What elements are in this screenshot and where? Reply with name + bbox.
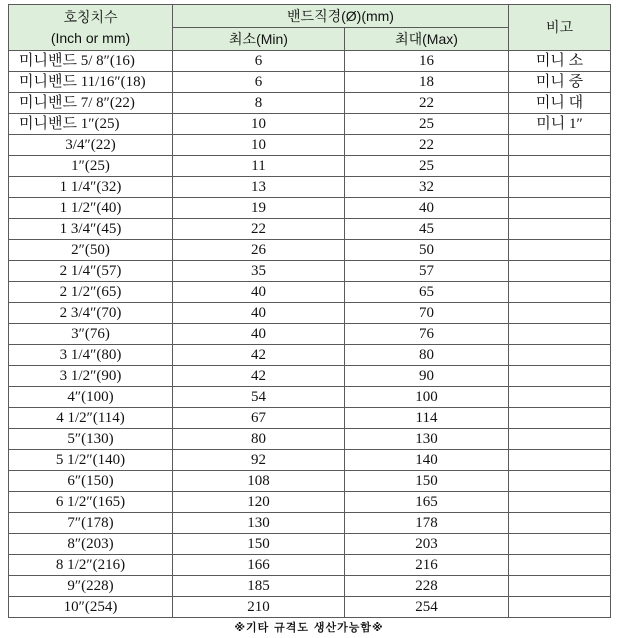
table-row	[9, 408, 611, 429]
max-cell: 80	[345, 345, 509, 366]
size-cell: 미니밴드 1″(25)	[9, 114, 173, 135]
max-cell: 150	[345, 471, 509, 492]
size-cell: 8″(203)	[9, 534, 173, 555]
table-row	[9, 450, 611, 471]
max-cell: 203	[345, 534, 509, 555]
min-cell: 42	[173, 366, 345, 387]
size-cell: 4 1/2″(114)	[9, 408, 173, 429]
table-row	[9, 387, 611, 408]
max-cell: 100	[345, 387, 509, 408]
size-cell: 5 1/2″(140)	[9, 450, 173, 471]
table-row	[9, 240, 611, 261]
max-cell: 165	[345, 492, 509, 513]
size-cell: 6″(150)	[9, 471, 173, 492]
min-cell: 19	[173, 198, 345, 219]
note-cell	[509, 555, 611, 576]
min-cell: 8	[173, 93, 345, 114]
size-cell: 4″(100)	[9, 387, 173, 408]
table-row	[9, 219, 611, 240]
note-cell	[509, 534, 611, 555]
note-cell	[509, 261, 611, 282]
min-cell: 120	[173, 492, 345, 513]
size-cell: 7″(178)	[9, 513, 173, 534]
note-column-header: 비고	[509, 5, 611, 51]
size-cell: 3 1/2″(90)	[9, 366, 173, 387]
max-cell: 228	[345, 576, 509, 597]
size-cell: 6 1/2″(165)	[9, 492, 173, 513]
min-column-header: 최소(Min)	[173, 28, 345, 51]
table-row	[9, 534, 611, 555]
max-cell: 130	[345, 429, 509, 450]
min-cell: 166	[173, 555, 345, 576]
table-row	[9, 366, 611, 387]
note-cell	[509, 366, 611, 387]
note-cell	[509, 513, 611, 534]
max-cell: 18	[345, 72, 509, 93]
note-cell	[509, 450, 611, 471]
max-cell: 25	[345, 156, 509, 177]
note-cell	[509, 303, 611, 324]
min-cell: 35	[173, 261, 345, 282]
size-column-header	[9, 5, 173, 51]
table-row	[9, 282, 611, 303]
min-cell: 42	[173, 345, 345, 366]
min-cell: 210	[173, 597, 345, 618]
size-cell: 10″(254)	[9, 597, 173, 618]
size-cell: 9″(228)	[9, 576, 173, 597]
size-cell: 3″(76)	[9, 324, 173, 345]
note-cell: 미니 소	[509, 51, 611, 72]
min-cell: 92	[173, 450, 345, 471]
max-cell: 76	[345, 324, 509, 345]
min-cell: 11	[173, 156, 345, 177]
note-cell	[509, 492, 611, 513]
max-cell: 254	[345, 597, 509, 618]
max-cell: 32	[345, 177, 509, 198]
min-cell: 13	[173, 177, 345, 198]
min-cell: 130	[173, 513, 345, 534]
min-cell: 40	[173, 282, 345, 303]
max-cell: 90	[345, 366, 509, 387]
band-diameter-header: 밴드직경(Ø)(mm)	[173, 5, 509, 28]
table-row	[9, 513, 611, 534]
max-cell: 40	[345, 198, 509, 219]
table-row	[9, 114, 611, 135]
table-row	[9, 576, 611, 597]
note-cell: 미니 1″	[509, 114, 611, 135]
size-cell: 5″(130)	[9, 429, 173, 450]
min-cell: 26	[173, 240, 345, 261]
table-row	[9, 303, 611, 324]
size-header-line2: (Inch or mm)	[50, 29, 131, 46]
max-cell: 22	[345, 135, 509, 156]
min-cell: 10	[173, 135, 345, 156]
note-cell	[509, 576, 611, 597]
min-cell: 6	[173, 72, 345, 93]
size-cell: 2 3/4″(70)	[9, 303, 173, 324]
max-column-header: 최대(Max)	[345, 28, 509, 51]
min-cell: 10	[173, 114, 345, 135]
min-cell: 22	[173, 219, 345, 240]
min-cell: 40	[173, 303, 345, 324]
max-cell: 178	[345, 513, 509, 534]
max-cell: 16	[345, 51, 509, 72]
size-cell: 2″(50)	[9, 240, 173, 261]
note-cell	[509, 282, 611, 303]
max-cell: 57	[345, 261, 509, 282]
max-cell: 140	[345, 450, 509, 471]
min-cell: 108	[173, 471, 345, 492]
size-cell: 2 1/4″(57)	[9, 261, 173, 282]
table-row	[9, 345, 611, 366]
table-row	[9, 492, 611, 513]
table-row	[9, 429, 611, 450]
header-row-top	[9, 5, 611, 28]
max-cell: 216	[345, 555, 509, 576]
max-cell: 22	[345, 93, 509, 114]
size-cell: 1″(25)	[9, 156, 173, 177]
table-row	[9, 93, 611, 114]
table-row	[9, 324, 611, 345]
note-cell	[509, 597, 611, 618]
max-cell: 65	[345, 282, 509, 303]
min-cell: 6	[173, 51, 345, 72]
size-cell: 미니밴드 5/ 8″(16)	[9, 51, 173, 72]
size-cell: 3 1/4″(80)	[9, 345, 173, 366]
size-header-line1: 호칭치수	[63, 8, 118, 25]
note-cell: 미니 중	[509, 72, 611, 93]
table-row	[9, 177, 611, 198]
note-cell	[509, 177, 611, 198]
footnote: ※기타 규격도 생산가능함※	[234, 621, 384, 634]
min-cell: 54	[173, 387, 345, 408]
note-cell	[509, 198, 611, 219]
min-cell: 40	[173, 324, 345, 345]
band-size-table	[8, 4, 611, 618]
size-cell: 2 1/2″(65)	[9, 282, 173, 303]
table-header	[9, 5, 611, 51]
note-cell	[509, 345, 611, 366]
table-row	[9, 261, 611, 282]
note-cell	[509, 408, 611, 429]
min-cell: 185	[173, 576, 345, 597]
size-cell: 1 1/2″(40)	[9, 198, 173, 219]
max-cell: 70	[345, 303, 509, 324]
max-cell: 50	[345, 240, 509, 261]
note-cell	[509, 240, 611, 261]
table-row	[9, 597, 611, 618]
note-cell	[509, 156, 611, 177]
min-cell: 80	[173, 429, 345, 450]
table-row	[9, 471, 611, 492]
size-cell: 미니밴드 7/ 8″(22)	[9, 93, 173, 114]
size-cell: 1 1/4″(32)	[9, 177, 173, 198]
max-cell: 45	[345, 219, 509, 240]
size-cell: 1 3/4″(45)	[9, 219, 173, 240]
note-cell	[509, 219, 611, 240]
note-cell: 미니 대	[509, 93, 611, 114]
min-cell: 150	[173, 534, 345, 555]
table-row	[9, 555, 611, 576]
min-cell: 67	[173, 408, 345, 429]
size-cell: 8 1/2″(216)	[9, 555, 173, 576]
note-cell	[509, 471, 611, 492]
note-cell	[509, 324, 611, 345]
note-cell	[509, 387, 611, 408]
table-row	[9, 72, 611, 93]
max-cell: 114	[345, 408, 509, 429]
size-cell: 3/4″(22)	[9, 135, 173, 156]
table-row	[9, 198, 611, 219]
table-body	[9, 51, 611, 618]
note-cell	[509, 429, 611, 450]
table-row	[9, 156, 611, 177]
table-row	[9, 135, 611, 156]
size-cell: 미니밴드 11/16″(18)	[9, 72, 173, 93]
table-row	[9, 51, 611, 72]
note-cell	[509, 135, 611, 156]
max-cell: 25	[345, 114, 509, 135]
